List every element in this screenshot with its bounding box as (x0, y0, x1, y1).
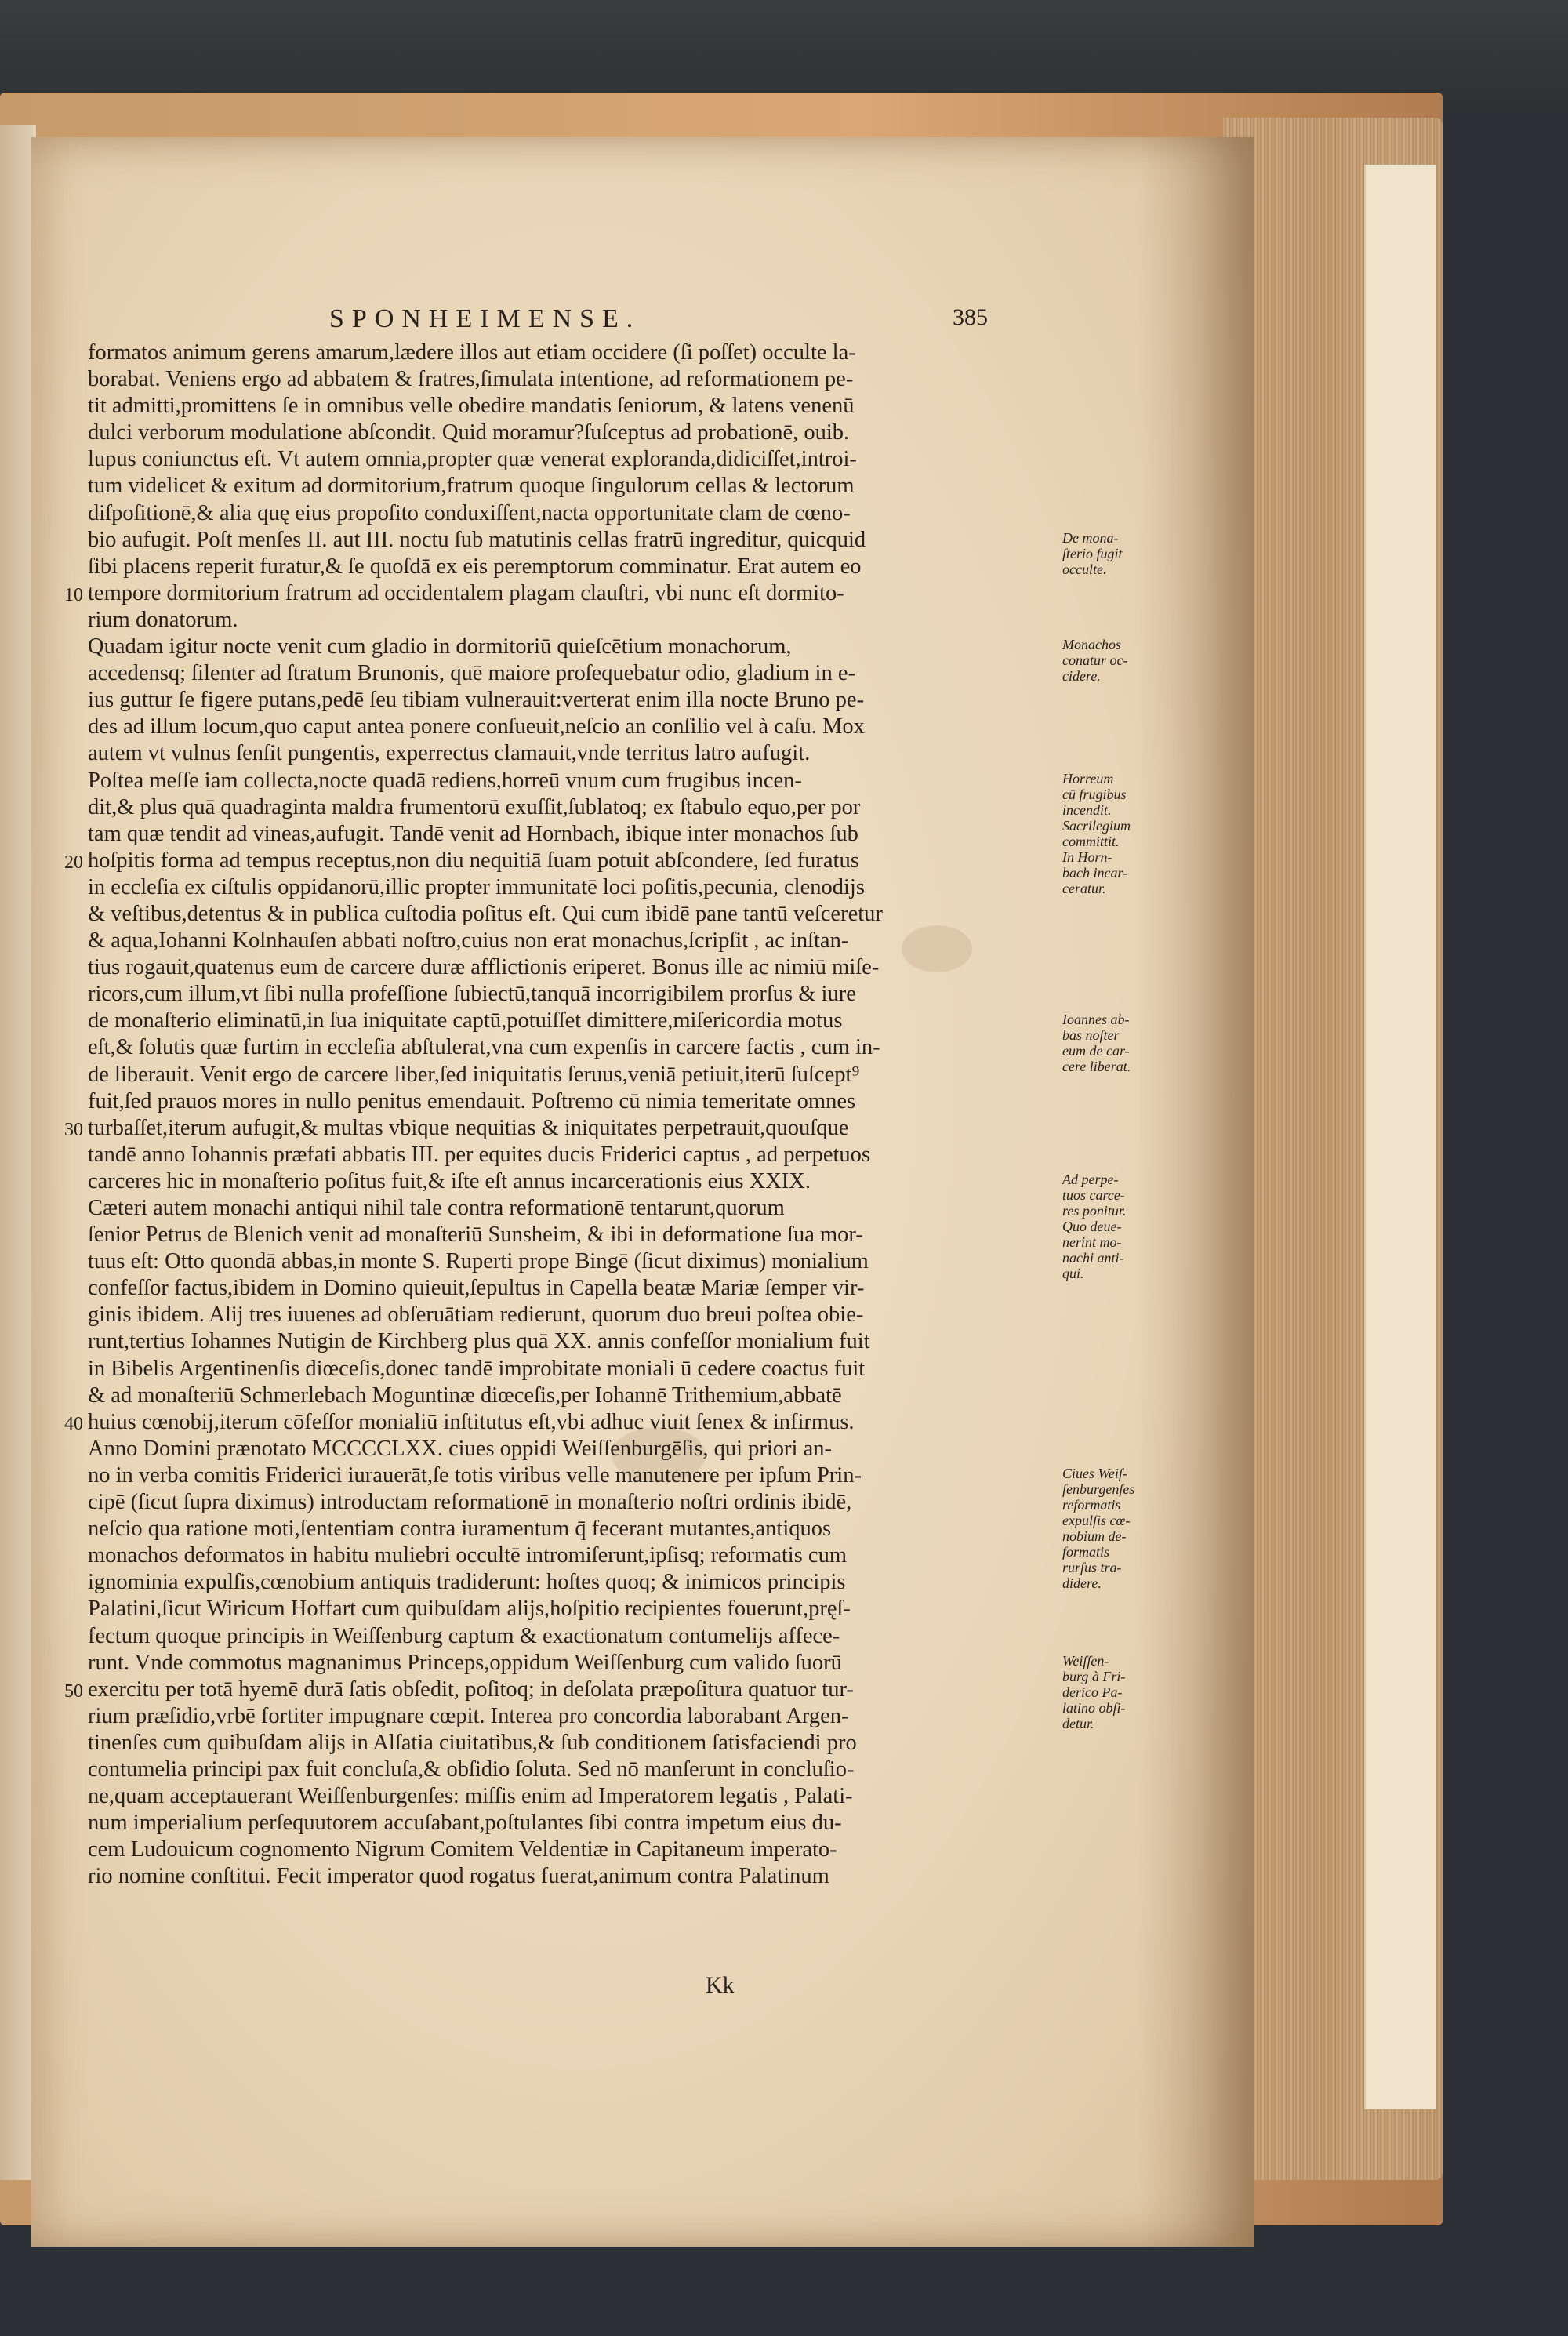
margin-note (1062, 637, 1172, 684)
signature-mark: Kk (706, 1972, 735, 1998)
text-line: fectum quoque principis in Weiſſenburg captum & exactionatum contumelijs affece- (88, 1623, 840, 1648)
margin-note-line: Ad perpe- (1062, 1172, 1119, 1188)
text-line: tuus eſt: Otto quondā abbas,in monte S. Ruperti prope Bingē (ſicut diximus) monialium (88, 1249, 869, 1274)
text-line: neſcio qua ratione moti,ſententiam contra iuramentum q̄ fecerant mutantes,antiquos (88, 1517, 832, 1542)
text-line: eſt,& ſolutis quæ furtim in eccleſia abſtulerat,vna cum expenſis in carcere factis , cum in- (88, 1035, 880, 1060)
margin-note (1062, 771, 1172, 896)
margin-note-line: didere. (1062, 1575, 1102, 1592)
margin-note-line: Ciues Weiſ- (1062, 1466, 1127, 1482)
text-line: exercitu per totā hyemē durā ſatis obſedit, poſitoq; in deſolata præpoſitura quatuor tur- (88, 1677, 854, 1702)
text-line: rium donatorum. (88, 607, 238, 632)
margin-note-line: Monachos (1062, 637, 1121, 653)
margin-note-line: tuos carce- (1062, 1187, 1125, 1204)
margin-note-line: res ponitur. (1062, 1203, 1127, 1219)
text-line: tinenſes cum quibuſdam alijs in Alſatia ciuitatibus,& ſub conditionem ſatisfaciendi pro (88, 1730, 857, 1755)
margin-note-line: bas noſter (1062, 1026, 1120, 1043)
margin-note-line: incendit. (1062, 801, 1112, 818)
line-number: 10 (64, 584, 83, 605)
text-line: tempore dormitorium fratrum ad occidentalem plagam clauſtri, vbi nunc eſt dormito- (88, 580, 844, 605)
margin-note-line: ſenburgenſes (1062, 1481, 1135, 1498)
text-line: bio aufugit. Poſt menſes II. aut III. noctu ſub matutinis cellas fratrū ingreditur, quicquid (88, 527, 866, 552)
text-line: confeſſor factus,ibidem in Domino quieuit,ſepultus in Capella beatæ Mariæ ſemper vir- (88, 1276, 865, 1301)
text-line: des ad illum locum,quo caput antea ponere conſueuit,neſcio an conſilio vel à caſu. Mox (88, 714, 865, 739)
text-line: & aqua,Iohanni Kolnhauſen abbati noſtro,cuius non erat monachus,ſcripſit , ac inſtan- (88, 928, 849, 954)
text-line: ius guttur ſe figere putans,pedē ſeu tibiam vulnerauit:verterat enim illa nocte Bruno pe- (88, 688, 865, 713)
text-line: tit admitti,promittens ſe in omnibus velle obedire mandatis ſeniorum, & latens venenū (88, 394, 855, 419)
text-line: runt,tertius Iohannes Nutigin de Kirchberg plus quā XX. annis confeſſor monialium fuit (88, 1329, 870, 1354)
text-line: rium præſidio,vrbē fortiter impugnare cœpit. Interea pro concordia laborabant Argen- (88, 1703, 849, 1728)
margin-note-line: expulſis cœ- (1062, 1513, 1131, 1529)
text-line: Poſtea meſſe iam collecta,nocte quadā rediens,horreū vnum cum frugibus incen- (88, 768, 802, 793)
text-line: ne,quam acceptauerant Weiſſenburgenſes: miſſis enim ad Imperatorem legatis , Palati- (88, 1784, 853, 1809)
margin-note-line: nachi anti- (1062, 1250, 1124, 1266)
margin-note-line: De mona- (1062, 529, 1119, 546)
line-number: 20 (64, 852, 83, 873)
margin-note-line: cere liberat. (1062, 1058, 1131, 1074)
margin-note-line: bach incar- (1062, 864, 1128, 881)
margin-note-line: eum de car- (1062, 1042, 1130, 1059)
line-number: 40 (64, 1414, 83, 1434)
margin-note-line: nobium de- (1062, 1528, 1127, 1545)
text-line: runt. Vnde commotus magnanimus Princeps,oppidum Weiſſenburg cum valido ſuorū (88, 1650, 842, 1675)
text-line: cem Ludouicum cognomento Nigrum Comitem Veldentiæ in Capitaneum imperato- (88, 1837, 837, 1862)
text-line: lupus coniunctus eſt. Vt autem omnia,propter quæ venerat exploranda,didiciſſet,introi- (88, 447, 857, 472)
text-line: tandē anno Iohannis præfati abbatis III. per equites ducis Friderici captus , ad perpetuos (88, 1142, 870, 1167)
margin-note-line: latino obſi- (1062, 1699, 1126, 1716)
text-line: rio nomine conſtitui. Fecit imperator quod rogatus fuerat,animum contra Palatinum (88, 1864, 829, 1889)
text-line: num imperialium perſequutorem accuſabant,poſtulantes ſibi contra impetum eius du- (88, 1811, 842, 1836)
margin-note-line: formatis (1062, 1544, 1110, 1560)
margin-note-line: Ioannes ab- (1062, 1011, 1130, 1027)
text-line: formatos animum gerens amarum,lædere illos aut etiam occidere (ſi poſſet) occulte la- (88, 340, 856, 365)
page-number: 385 (953, 304, 988, 330)
margin-note-line: Quo deue- (1062, 1219, 1122, 1235)
text-line: monachos deformatos in habitu muliebri occultē intromiſerunt,ipſisq; reformatis cum (88, 1543, 847, 1568)
text-line: ricors,cum illum,vt ſibi nulla profeſſione ſubiectū,tanquā incorrigibilem prorſus & iure (88, 982, 856, 1007)
margin-note-line: burg à Fri- (1062, 1668, 1126, 1684)
text-line: dulci verborum modulatione abſcondit. Quid moramur?ſuſceptus ad probationē, ouib. (88, 420, 850, 445)
margin-note-line: Sacrilegium (1062, 817, 1131, 834)
text-line: de liberauit. Venit ergo de carcere liber,ſed iniquitatis ſeruus,veniā petiuit,iterū ſuſcept⁹ (88, 1062, 860, 1087)
text-line: fuit,ſed prauos mores in nullo penitus emendauit. Poſtremo cū nimia temeritate omnes (88, 1088, 856, 1114)
margin-note-line: ceratur. (1062, 880, 1106, 896)
text-line: Palatini,ſicut Wiricum Hoffart cum quibuſdam alijs,hoſpitio recipientes fouerunt,pręſ- (88, 1597, 851, 1622)
margin-note-line: cidere. (1062, 668, 1101, 685)
margin-note (1062, 1466, 1172, 1591)
text-line: ignominia expulſis,cœnobium antiquis tradiderunt: hoſtes quoq; & inimicos principis (88, 1570, 846, 1595)
text-line: no in verba comitis Friderici iurauerāt,ſe totis viribus velle manutenere per ipſum Prin- (88, 1462, 862, 1488)
text-line: borabat. Veniens ergo ad abbatem & fratres,ſimulata intentione, ad reformationem pe- (88, 367, 854, 392)
margin-note-line: Horreum (1062, 770, 1114, 787)
text-line: de monaſterio eliminatū,in ſua iniquitate captū,potuiſſet dimittere,miſericordia motus (88, 1008, 843, 1034)
text-line: in Bibelis Argentinenſis diœceſis,donec tandē improbitate moniali ū cedere coactus fuit (88, 1356, 866, 1381)
endpaper (1364, 165, 1436, 2109)
text-line: Cæteri autem monachi antiqui nihil tale contra reformationē tentarunt,quorum (88, 1196, 785, 1220)
margin-note-line: nerint mo- (1062, 1234, 1122, 1251)
text-line: & veſtibus,detentus & in publica cuſtodia poſitus eſt. Qui cum ibidē pane tantū veſceretur (88, 901, 883, 926)
text-line: huius cœnobij,iterum cōfeſſor monialiū inſtitutus eſt,vbi adhuc viuit ſenex & infirmus. (88, 1409, 855, 1434)
margin-note (1062, 1012, 1172, 1074)
text-line: hoſpitis forma ad tempus receptus,non diu nequitiā ſuam potuit abſcondere, ſed furatus (88, 848, 859, 873)
line-number: 50 (64, 1681, 83, 1702)
text-line: dit,& plus quā quadraginta maldra frumentorū exuſſit,ſublatoq; ex ſtabulo equo,per por (88, 794, 861, 819)
margin-note-line: reformatis (1062, 1497, 1121, 1513)
text-line: in eccleſia ex ciſtulis oppidanorū,illic propter immunitatē loci poſitis,pecunia, clenodijs (88, 874, 865, 899)
text-line: & ad monaſteriū Schmerlebach Moguntinæ diœceſis,per Iohannē Trithemium,abbatē (88, 1382, 842, 1408)
margin-note-line: qui. (1062, 1266, 1084, 1282)
margin-note-line: committit. (1062, 833, 1120, 849)
text-line: turbaſſet,iterum aufugit,& multas vbique nequitias & iniquitates perpetrauit,quouſque (88, 1115, 849, 1140)
text-line: Anno Domini prænotato MCCCCLXX. ciues oppidi Weiſſenburgēſis, qui priori an- (88, 1436, 832, 1461)
running-title: SPONHEIMENSE. (329, 304, 641, 333)
margin-note (1062, 1653, 1172, 1731)
margin-note-line: conatur oc- (1062, 652, 1128, 669)
margin-note-line: Weiſſen- (1062, 1652, 1109, 1669)
body-text (88, 340, 1135, 1890)
text-line: contumelia principi pax fuit concluſa,& obſidio ſoluta. Sed nō manſerunt in concluſio- (88, 1757, 855, 1782)
margin-note-line: derico Pa- (1062, 1684, 1123, 1700)
text-line: tius rogauit,quatenus eum de carcere duræ afflictionis eriperet. Bonus ille ac nimiū miſe- (88, 955, 880, 980)
margin-note-line: detur. (1062, 1715, 1094, 1731)
margin-note-line: In Horn- (1062, 848, 1112, 865)
text-line: tam quæ tendit ad vineas,aufugit. Tandē venit ad Hornbach, ibique inter monachos ſub (88, 821, 858, 846)
margin-note (1062, 530, 1172, 577)
margin-note-line: cū frugibus (1062, 786, 1127, 802)
margin-note-line: rurſus tra- (1062, 1560, 1122, 1576)
line-number: 30 (64, 1119, 83, 1140)
text-line: ſibi placens reperit furatur,& ſe quoſdā ex eis peremptorum comminatur. Erat autem eo (88, 554, 862, 579)
text-line: diſpoſitionē,& alia quę eius propoſito conduxiſſent,nacta opportunitate clam de cœno- (88, 500, 851, 525)
text-line: tum videlicet & exitum ad dormitorium,fratrum quoque ſingulorum cellas & lectorum (88, 474, 855, 499)
text-line: ginis ibidem. Alij tres iuuenes ad obſeruātiam redierunt, quorum duo breui poſtea obie- (88, 1302, 864, 1328)
margin-note-line: ſterio fugit (1062, 545, 1123, 561)
text-line: Quadam igitur nocte venit cum gladio in dormitoriū quieſcētium monachorum, (88, 634, 792, 659)
text-line: accedensq; ſilenter ad ſtratum Brunonis, quē maiore proſequebatur odio, gladium in e- (88, 661, 855, 686)
margin-note (1062, 1172, 1172, 1281)
text-line: carceres hic in monaſterio poſitus fuit,& iſte eſt annus incarcerationis eius XXIX. (88, 1168, 811, 1193)
text-line: autem vt vulnus ſenſit pungentis, experrectus clamauit,vnde territus latro aufugit. (88, 741, 811, 766)
page-header (298, 304, 988, 343)
text-line: ſenior Petrus de Blenich venit ad monaſteriū Sunsheim, & ibi in deformatione ſua mor- (88, 1222, 863, 1248)
margin-note-line: occulte. (1062, 561, 1107, 577)
text-line: cipē (ſicut ſupra diximus) introductam reformationē in monaſterio noſtri ordinis ibidē, (88, 1490, 852, 1515)
